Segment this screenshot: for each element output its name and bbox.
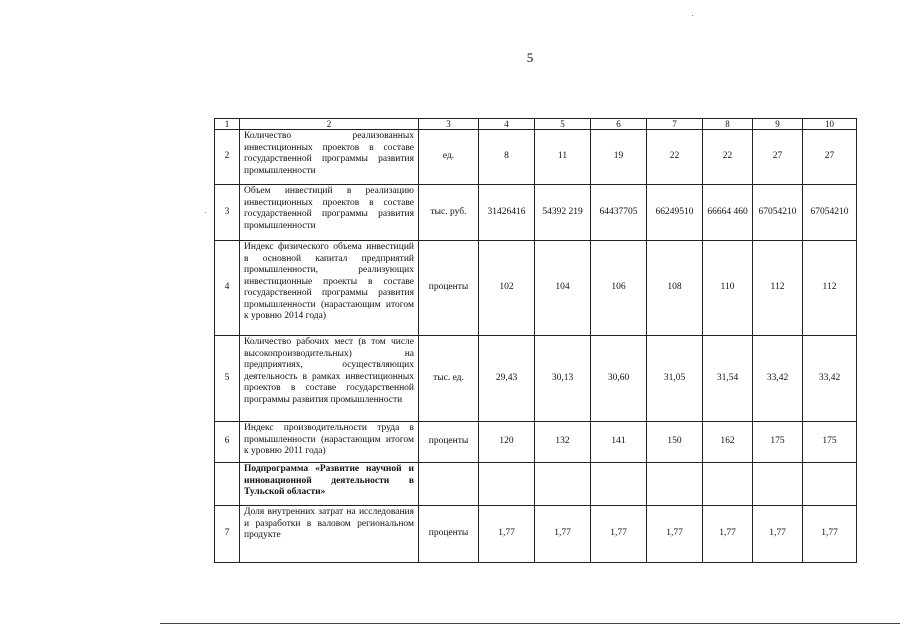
value-cell: 112 bbox=[803, 241, 857, 336]
header-cell: 8 bbox=[703, 119, 753, 130]
row-number: 7 bbox=[215, 506, 240, 563]
value-cell: 1,77 bbox=[591, 506, 647, 563]
value-cell: 175 bbox=[803, 422, 857, 463]
header-cell: 10 bbox=[803, 119, 857, 130]
indicator-name: Доля внутренних затрат на исследования и разработки в валовом региональном продукте bbox=[240, 506, 419, 563]
header-cell: 1 bbox=[215, 119, 240, 130]
value-cell bbox=[803, 463, 857, 506]
value-cell: 106 bbox=[591, 241, 647, 336]
value-cell: 120 bbox=[479, 422, 535, 463]
unit-cell: ед. bbox=[419, 130, 479, 185]
value-cell: 110 bbox=[703, 241, 753, 336]
value-cell: 102 bbox=[479, 241, 535, 336]
table-row bbox=[215, 241, 857, 336]
row-number: 5 bbox=[215, 336, 240, 422]
header-cell: 3 bbox=[419, 119, 479, 130]
value-cell: 30,13 bbox=[535, 336, 591, 422]
indicator-name: Количество реализованных инвестиционных проектов в составе государственной программы развития промышленности bbox=[240, 130, 419, 185]
value-cell: 31,05 bbox=[647, 336, 703, 422]
unit-cell bbox=[419, 463, 479, 506]
value-cell bbox=[591, 463, 647, 506]
value-cell: 1,77 bbox=[479, 506, 535, 563]
value-cell: 31,54 bbox=[703, 336, 753, 422]
indicator-name: Индекс производительности труда в промышленности (нарастающим итогом к уровню 2011 года) bbox=[240, 422, 419, 463]
row-number bbox=[215, 463, 240, 506]
value-cell: 141 bbox=[591, 422, 647, 463]
row-number: 3 bbox=[215, 185, 240, 241]
value-cell: 29,43 bbox=[479, 336, 535, 422]
unit-cell: тыс. руб. bbox=[419, 185, 479, 241]
value-cell: 30,60 bbox=[591, 336, 647, 422]
unit-cell: проценты bbox=[419, 422, 479, 463]
header-cell: 4 bbox=[479, 119, 535, 130]
indicator-name: Индекс физического объема инвестиций в основной капитал предприятий промышленности, реализующих инвестиционные проекты в составе государственной программы развития промышленности (нарастающим итогом к уровню 2014 года) bbox=[240, 241, 419, 336]
value-cell: 66664 460 bbox=[703, 185, 753, 241]
row-number: 6 bbox=[215, 422, 240, 463]
table-header-row bbox=[215, 119, 857, 130]
value-cell: 66249510 bbox=[647, 185, 703, 241]
value-cell: 22 bbox=[647, 130, 703, 185]
row-number: 4 bbox=[215, 241, 240, 336]
value-cell: 27 bbox=[753, 130, 803, 185]
value-cell: 1,77 bbox=[535, 506, 591, 563]
row-number: 2 bbox=[215, 130, 240, 185]
header-cell: 7 bbox=[647, 119, 703, 130]
value-cell bbox=[753, 463, 803, 506]
value-cell bbox=[535, 463, 591, 506]
value-cell: 162 bbox=[703, 422, 753, 463]
page-number: 5 bbox=[526, 50, 534, 65]
table-row bbox=[215, 422, 857, 463]
header-cell: 2 bbox=[240, 119, 419, 130]
value-cell: 64437705 bbox=[591, 185, 647, 241]
value-cell: 112 bbox=[753, 241, 803, 336]
value-cell: 175 bbox=[753, 422, 803, 463]
table-row bbox=[215, 130, 857, 185]
value-cell: 67054210 bbox=[803, 185, 857, 241]
header-cell: 9 bbox=[753, 119, 803, 130]
header-cell: 6 bbox=[591, 119, 647, 130]
unit-cell: проценты bbox=[419, 241, 479, 336]
subprogram-row bbox=[215, 463, 857, 506]
unit-cell: тыс. ед. bbox=[419, 336, 479, 422]
value-cell: 132 bbox=[535, 422, 591, 463]
scan-speck bbox=[205, 212, 206, 213]
value-cell: 31426416 bbox=[479, 185, 535, 241]
table-row bbox=[215, 506, 857, 563]
indicator-name: Количество рабочих мест (в том числе высокопроизводительных) на предприятиях, осуществляющих деятельность в рамках инвестиционных проектов в составе государственной программы развития промышленности bbox=[240, 336, 419, 422]
table-row bbox=[215, 185, 857, 241]
value-cell: 1,77 bbox=[703, 506, 753, 563]
value-cell: 108 bbox=[647, 241, 703, 336]
indicators-table bbox=[214, 118, 857, 563]
value-cell: 1,77 bbox=[753, 506, 803, 563]
subprogram-title: Подпрограмма «Развитие научной и инновационной деятельности в Тульской области» bbox=[240, 463, 419, 506]
value-cell: 54392 219 bbox=[535, 185, 591, 241]
value-cell: 1,77 bbox=[647, 506, 703, 563]
value-cell: 1,77 bbox=[803, 506, 857, 563]
bottom-rule bbox=[160, 623, 900, 624]
header-cell: 5 bbox=[535, 119, 591, 130]
value-cell: 67054210 bbox=[753, 185, 803, 241]
value-cell bbox=[647, 463, 703, 506]
value-cell: 33,42 bbox=[803, 336, 857, 422]
value-cell: 27 bbox=[803, 130, 857, 185]
value-cell bbox=[479, 463, 535, 506]
table-row bbox=[215, 336, 857, 422]
value-cell bbox=[703, 463, 753, 506]
value-cell: 104 bbox=[535, 241, 591, 336]
value-cell: 150 bbox=[647, 422, 703, 463]
value-cell: 19 bbox=[591, 130, 647, 185]
indicator-name: Объем инвестиций в реализацию инвестиционных проектов в составе государственной программы развития промышленности bbox=[240, 185, 419, 241]
value-cell: 22 bbox=[703, 130, 753, 185]
value-cell: 33,42 bbox=[753, 336, 803, 422]
scan-speck bbox=[692, 15, 693, 16]
value-cell: 11 bbox=[535, 130, 591, 185]
value-cell: 8 bbox=[479, 130, 535, 185]
unit-cell: проценты bbox=[419, 506, 479, 563]
